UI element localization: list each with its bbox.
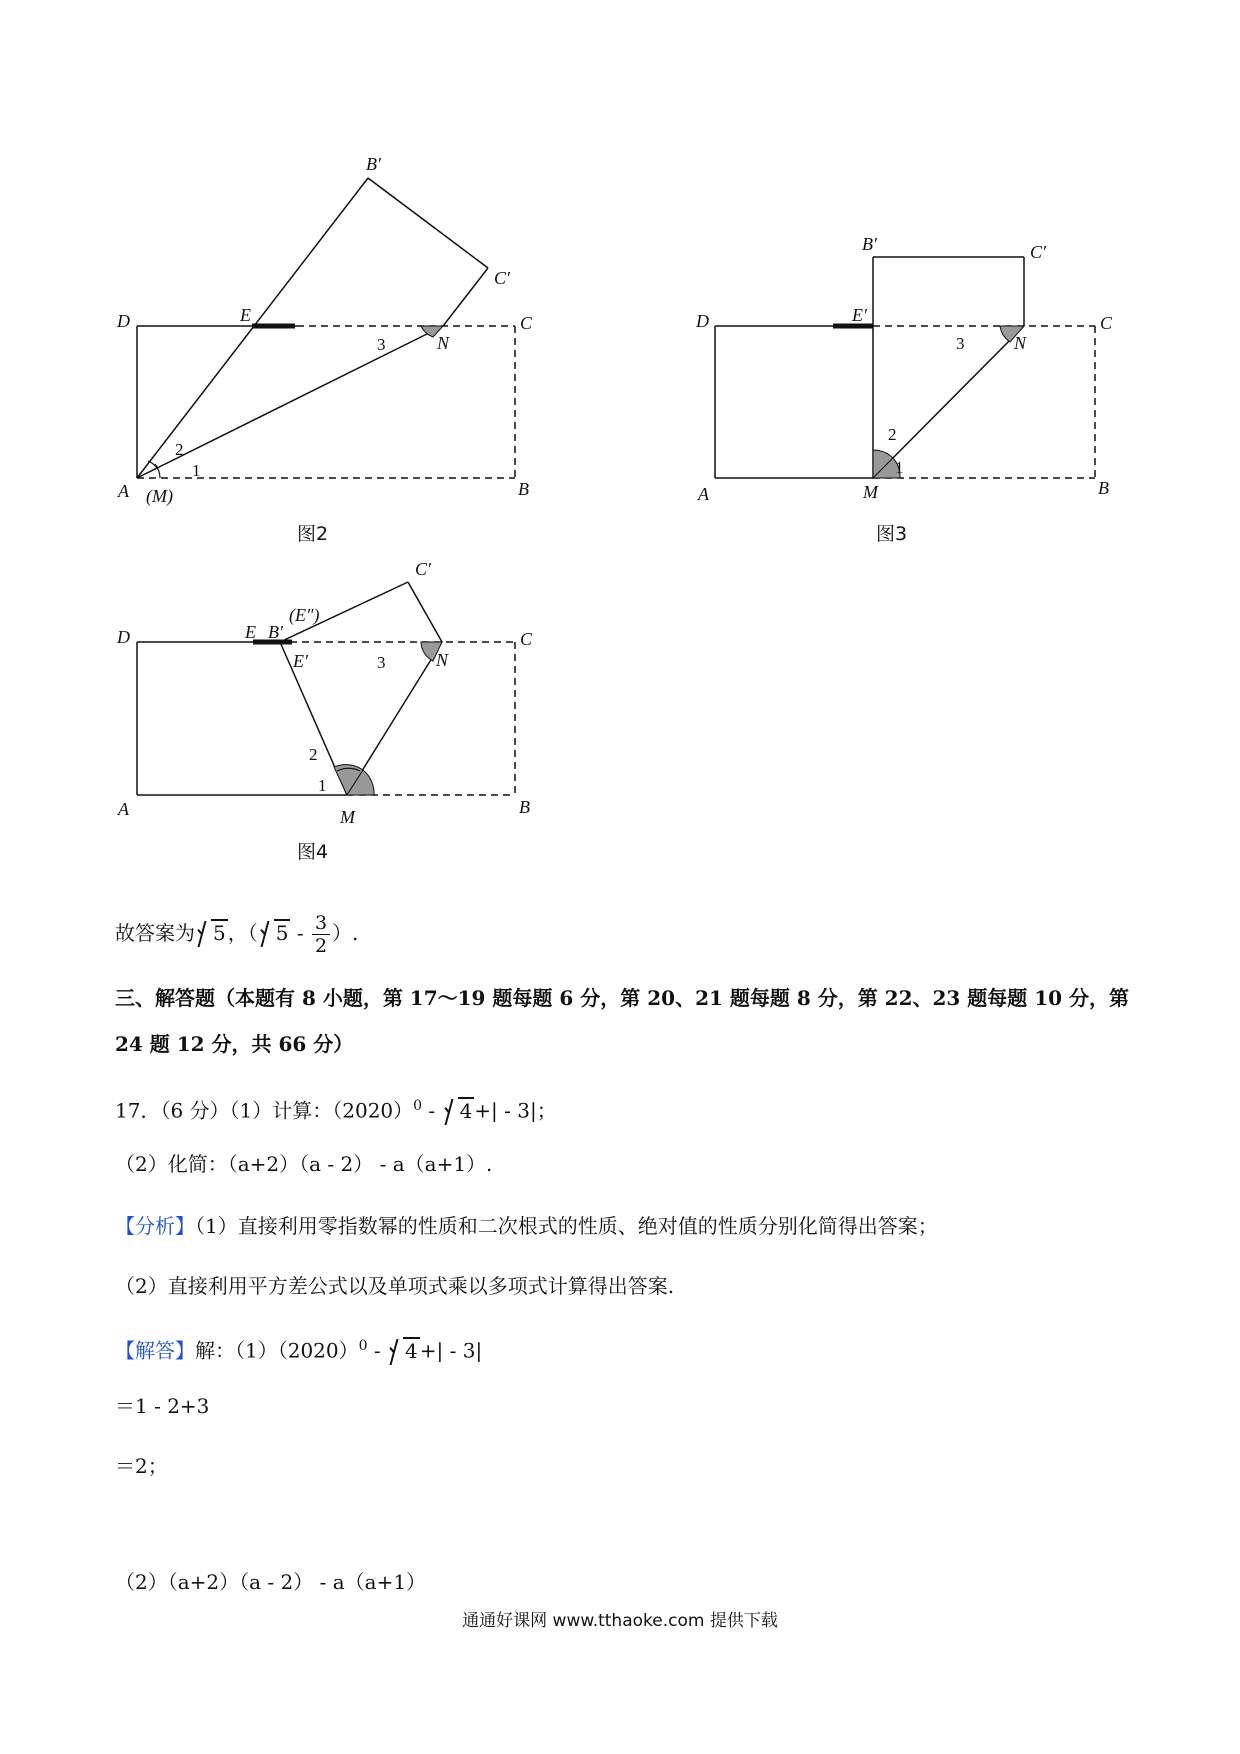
q17-part1-suffix: +| - 3|； — [474, 1098, 557, 1123]
fig2-label-C: C — [520, 313, 533, 333]
fig4-label-Eprime: E′ — [293, 651, 308, 671]
section-heading-line2: 24 题 12 分，共 66 分） — [115, 1032, 354, 1056]
fig2-label-N: N — [437, 333, 450, 353]
fig3-angle-2: 2 — [888, 425, 897, 444]
fig2-label-E: E — [240, 305, 251, 325]
fig3-angle-3: 3 — [956, 334, 965, 353]
analysis-line1 — [115, 1212, 938, 1240]
solution-minus: - — [367, 1338, 388, 1363]
fig4-label-M: M — [340, 807, 355, 827]
q17-part2: （2）化简：（a+2）（a - 2） - a（a+1）. — [115, 1152, 493, 1176]
fig3-label-Cprime: C′ — [1030, 242, 1046, 262]
solution-prefix: 解：（1）（2020） — [195, 1338, 359, 1363]
answer-minus: - — [290, 921, 310, 945]
fig4-caption: 图4 — [297, 841, 329, 863]
fig3-label-D: D — [696, 311, 709, 331]
fig4-label-Edoubleprime: (E″) — [289, 605, 320, 625]
page-footer: 通通好课网 www.tthaoke.com 提供下载 — [462, 1611, 778, 1631]
answer-line — [115, 912, 358, 957]
fig4-label-E: E — [245, 622, 256, 642]
q17-exponent: 0 — [413, 1098, 423, 1114]
sqrt-5: 5 — [195, 919, 228, 947]
fig4-label-A: A — [118, 799, 129, 819]
fig3-label-N: N — [1014, 333, 1027, 353]
fig4-angle-3: 3 — [377, 653, 386, 672]
q17-minus: - — [422, 1098, 442, 1123]
fig4-label-Cprime: C′ — [415, 559, 431, 579]
figure-3 — [695, 234, 1113, 545]
sqrt-4: 4 — [442, 1097, 475, 1125]
fig3-label-A: A — [698, 484, 709, 504]
figure-4 — [116, 559, 533, 863]
fig2-caption: 图2 — [297, 523, 329, 545]
fig3-label-M: M — [863, 482, 878, 502]
fig2-label-Cprime: C′ — [494, 268, 510, 288]
solution-exponent: 0 — [358, 1338, 368, 1354]
solution-suffix: +| - 3| — [419, 1338, 483, 1363]
figure-2 — [116, 154, 533, 545]
solution-part2: （2）（a+2）（a - 2） - a（a+1） — [115, 1570, 427, 1594]
analysis-line2: （2）直接利用平方差公式以及单项式乘以多项式计算得出答案. — [115, 1274, 675, 1298]
fig2-angle-2: 2 — [175, 440, 184, 459]
fig3-angle-1: 1 — [895, 458, 904, 477]
fig3-label-B: B — [1098, 478, 1109, 498]
q17-part1 — [115, 1092, 557, 1125]
q17-part1-prefix: 17．（6 分）（1）计算：（2020） — [115, 1098, 414, 1123]
fig2-label-M: (M) — [146, 486, 173, 506]
answer-suffix: ）. — [332, 921, 359, 945]
fig4-label-D: D — [117, 627, 130, 647]
fig4-angle-1: 1 — [318, 776, 327, 795]
sqrt-5-b: 5 — [258, 919, 291, 947]
solution-line1 — [115, 1332, 482, 1365]
fig4-label-B: B — [519, 797, 530, 817]
fig3-label-Bprime: B′ — [862, 234, 877, 254]
analysis-text1: （1）直接利用零指数幂的性质和二次根式的性质、绝对值的性质分别化简得出答案； — [195, 1214, 938, 1238]
solution-sqrt-4: 4 — [387, 1337, 420, 1365]
fig4-label-N: N — [436, 650, 449, 670]
fig2-label-Bprime: B′ — [366, 154, 381, 174]
answer-sep: ，（ — [227, 921, 258, 945]
fig4-label-Bprime: B′ — [268, 622, 283, 642]
section-heading-line1: 三、解答题（本题有 8 小题，第 17～19 题每题 6 分，第 20、21 题每题 8 分，第 22、23 题每题 10 分，第 — [115, 986, 1130, 1010]
fig3-label-Eprime: E′ — [852, 305, 867, 325]
fig3-caption: 图3 — [876, 523, 908, 545]
analysis-tag: 【分析】 — [115, 1214, 195, 1238]
solution-step1: ＝1 - 2+3 — [115, 1394, 210, 1418]
fig2-label-D: D — [117, 311, 130, 331]
solution-step2: ＝2； — [115, 1454, 168, 1478]
solution-tag: 【解答】 — [115, 1338, 195, 1363]
fig2-label-B: B — [518, 479, 529, 499]
fig3-label-C: C — [1100, 313, 1113, 333]
fig4-label-C: C — [520, 629, 533, 649]
fig2-angle-3: 3 — [377, 335, 386, 354]
fraction-3-2: $\frac{3}{2}$ — [312, 912, 330, 957]
fig4-angle-2: 2 — [309, 745, 318, 764]
fig2-label-A: A — [118, 481, 129, 501]
answer-prefix: 故答案为 — [115, 921, 195, 945]
fig2-angle-1: 1 — [192, 461, 201, 480]
